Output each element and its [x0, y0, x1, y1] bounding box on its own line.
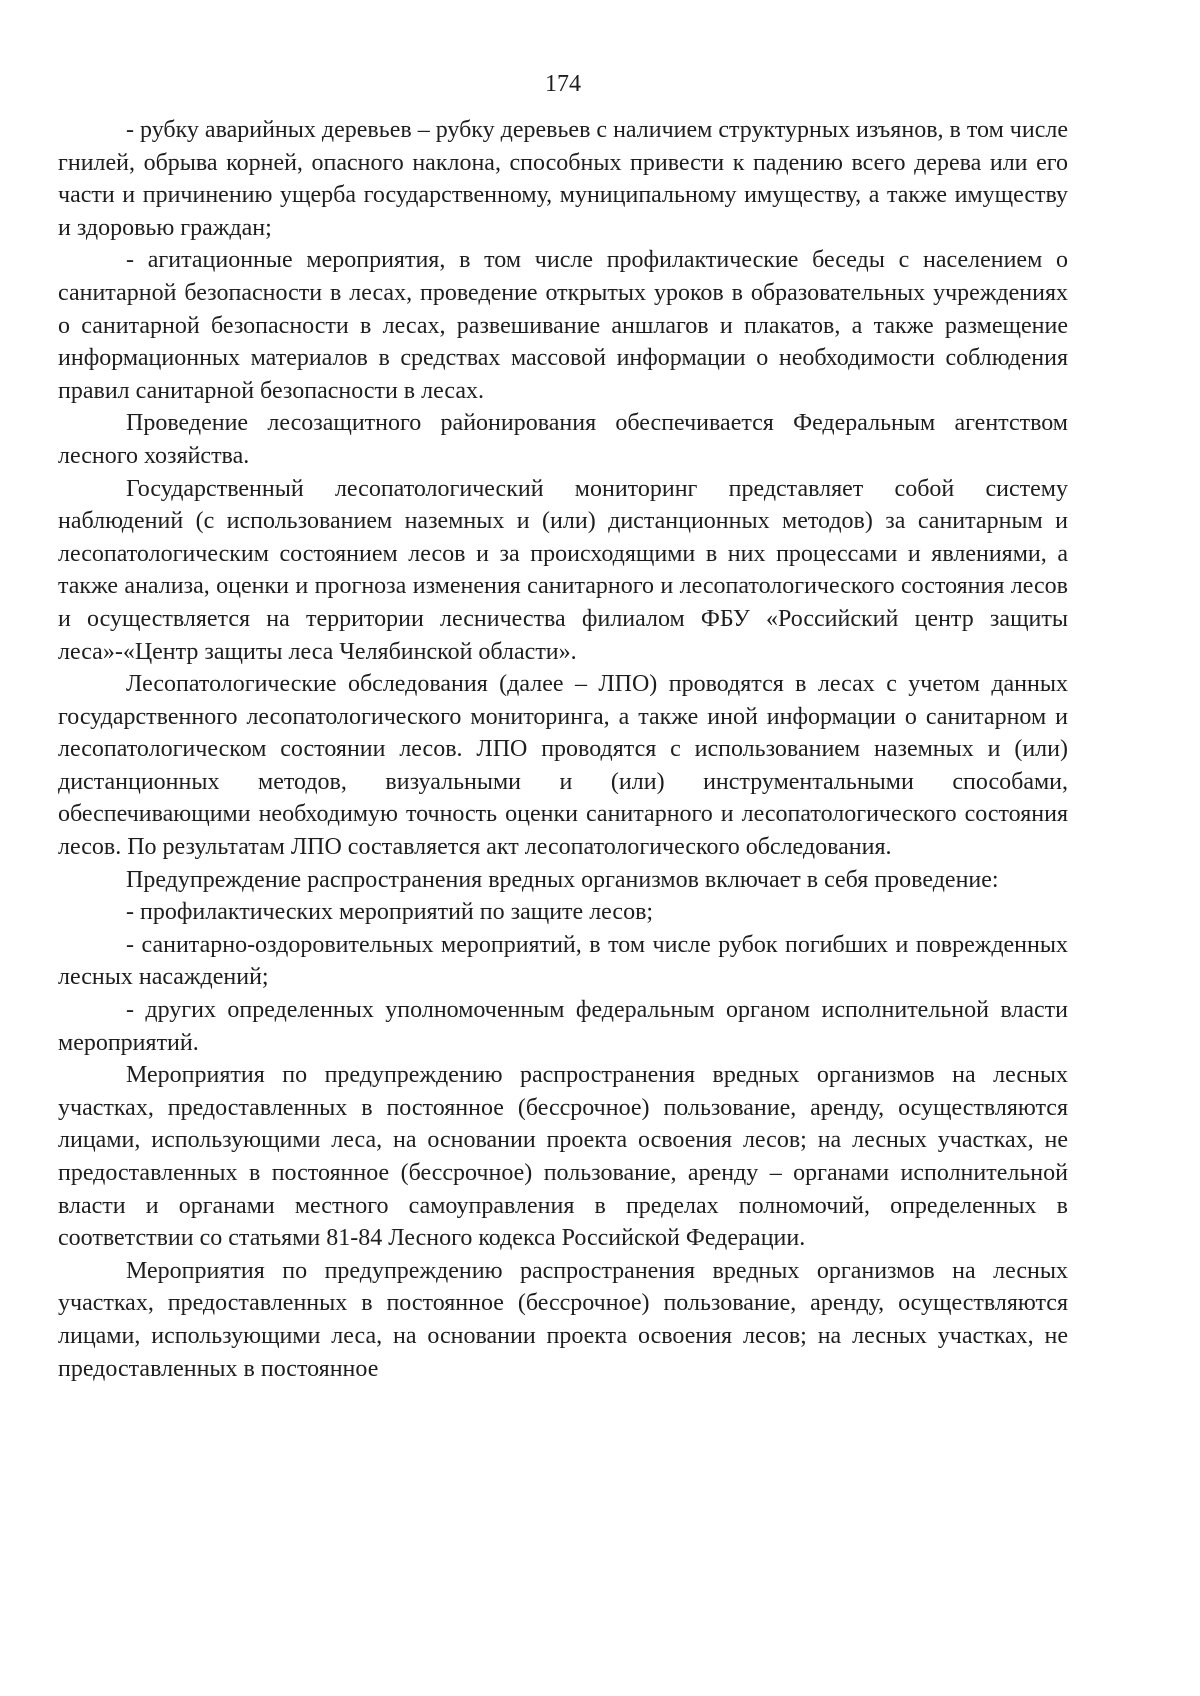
bullet-item-sanitary: - санитарно-оздоровительных мероприятий, в том числе рубок погибших и поврежденных лесных насаждений;: [58, 931, 1068, 991]
paragraph-surveys: Лесопатологические обследования (далее – ЛПО) проводятся в лесах с учетом данных государственного лесопатологического мониторинга, а также иной информации о санитарном и лесопатологическом состоянии лесов. ЛПО проводятся с использованием наземных и (или) дистанционных методов, визуальными и (или) инструментальными способами, обеспечивающими необходимую точность оценки санитарного и лесопатологического состояния лесов. По результатам ЛПО составляется акт лесопатологического обследования.: [58, 671, 1068, 861]
bullet-item-other: - других определенных уполномоченным федеральным органом исполнительной власти мероприятий.: [58, 997, 1068, 1056]
paragraph-prevention-intro: Предупреждение распространения вредных организмов включает в себя проведение:: [126, 866, 999, 893]
paragraph-prevention-measures-2: Мероприятия по предупреждению распространения вредных организмов на лесных участках, предоставленных в постоянное (бессрочное) пользование, аренду, осуществляются лицами, использующими леса, на основании проекта освоения лесов; на лесных участках, не предоставленных в постоянное: [58, 1257, 1068, 1382]
paragraph-zoning: Проведение лесозащитного районирования обеспечивается Федеральным агентством лесного хозяйства.: [58, 410, 1068, 469]
bullet-item-awareness-measures: - агитационные мероприятия, в том числе профилактические беседы с населением о санитарной безопасности в лесах, проведение открытых уроков в образовательных учреждениях о санитарной безопасности в лесах, развешивание аншлагов и плакатов, а также размещение информационных материалов в средствах массовой информации о необходимости соблюдения правил санитарной безопасности в лесах.: [58, 247, 1068, 404]
page-number: 174: [545, 71, 581, 97]
paragraph-prevention-measures-1: Мероприятия по предупреждению распространения вредных организмов на лесных участках, предоставленных в постоянное (бессрочное) пользование, аренду, осуществляются лицами, использующими леса, на основании проекта освоения лесов; на лесных участках, не предоставленных в постоянное (бессрочное) пользование, аренду – органами исполнительной власти и органами местного самоуправления в пределах полномочий, определенных в соответствии со статьями 81-84 Лесного кодекса Российской Федерации.: [58, 1062, 1068, 1252]
bullet-item-preventive: - профилактических мероприятий по защите лесов;: [126, 899, 654, 926]
bullet-item-emergency-felling: - рубку аварийных деревьев – рубку деревьев с наличием структурных изъянов, в том числе гнилей, обрыва корней, опасного наклона, способных привести к падению всего дерева или его части и причинению ущерба государственному, муниципальному имуществу, а также имуществу и здоровью граждан;: [58, 117, 1068, 241]
paragraph-monitoring: Государственный лесопатологический мониторинг представляет собой систему наблюдений (с использованием наземных и (или) дистанционных методов) за санитарным и лесопатологическим состоянием лесов и за происходящими в них процессами и явлениями, а также анализа, оценки и прогноза изменения санитарного и лесопатологического состояния лесов и осуществляется на территории лесничества филиалом ФБУ «Российский центр защиты леса»-«Центр защиты леса Челябинской области».: [58, 475, 1068, 665]
